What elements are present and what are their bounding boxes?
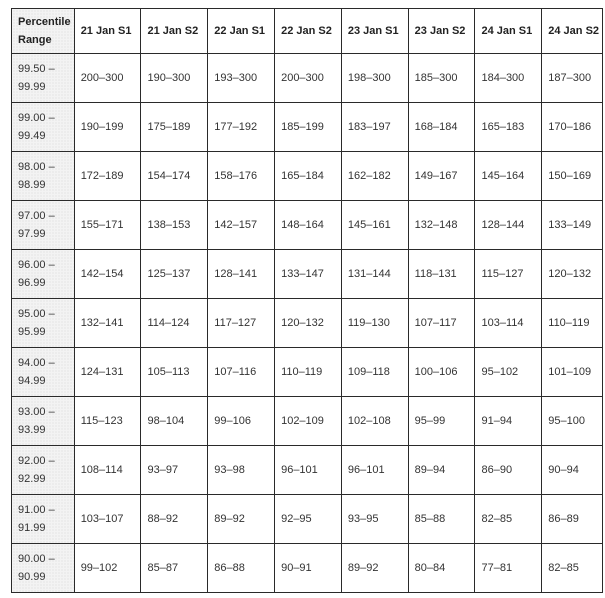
score-range-cell: 93–98: [208, 446, 275, 495]
score-range-cell: 89–94: [408, 446, 475, 495]
score-range-cell: 109–118: [341, 348, 408, 397]
table-row: [12, 495, 603, 544]
table-row: [12, 299, 603, 348]
table-row: [12, 103, 603, 152]
score-range-cell: 92–95: [275, 495, 342, 544]
table-row: [12, 544, 603, 593]
score-range-cell: 177–192: [208, 103, 275, 152]
score-range-cell: 100–106: [408, 348, 475, 397]
header-session: 24 Jan S2: [542, 9, 603, 54]
percentile-range-cell: 91.00 – 91.99: [12, 495, 75, 544]
percentile-range-cell: 95.00 – 95.99: [12, 299, 75, 348]
score-range-cell: 172–189: [74, 152, 141, 201]
score-range-cell: 82–85: [475, 495, 542, 544]
score-range-cell: 150–169: [542, 152, 603, 201]
score-range-cell: 108–114: [74, 446, 141, 495]
score-range-cell: 86–90: [475, 446, 542, 495]
score-range-cell: 185–300: [408, 54, 475, 103]
score-range-cell: 95–100: [542, 397, 603, 446]
header-session: 23 Jan S1: [341, 9, 408, 54]
score-range-cell: 145–164: [475, 152, 542, 201]
score-range-cell: 120–132: [542, 250, 603, 299]
score-range-cell: 95–99: [408, 397, 475, 446]
score-range-cell: 98–104: [141, 397, 208, 446]
score-range-cell: 80–84: [408, 544, 475, 593]
table-row: [12, 446, 603, 495]
score-range-cell: 107–117: [408, 299, 475, 348]
score-range-cell: 90–91: [275, 544, 342, 593]
percentile-range-cell: 98.00 – 98.99: [12, 152, 75, 201]
score-range-cell: 132–148: [408, 201, 475, 250]
table-row: [12, 152, 603, 201]
score-range-cell: 107–116: [208, 348, 275, 397]
score-range-cell: 190–199: [74, 103, 141, 152]
score-range-cell: 114–124: [141, 299, 208, 348]
score-range-cell: 118–131: [408, 250, 475, 299]
table-header: [12, 9, 603, 54]
score-range-cell: 190–300: [141, 54, 208, 103]
score-range-cell: 115–123: [74, 397, 141, 446]
percentile-range-cell: 97.00 – 97.99: [12, 201, 75, 250]
percentile-range-cell: 99.00 – 99.49: [12, 103, 75, 152]
score-range-cell: 131–144: [341, 250, 408, 299]
percentile-range-cell: 99.50 – 99.99: [12, 54, 75, 103]
score-range-cell: 119–130: [341, 299, 408, 348]
score-range-cell: 128–141: [208, 250, 275, 299]
score-range-cell: 88–92: [141, 495, 208, 544]
score-range-cell: 115–127: [475, 250, 542, 299]
score-range-cell: 185–199: [275, 103, 342, 152]
score-range-cell: 142–157: [208, 201, 275, 250]
percentile-table: [11, 8, 603, 593]
score-range-cell: 133–147: [275, 250, 342, 299]
score-range-cell: 138–153: [141, 201, 208, 250]
score-range-cell: 165–184: [275, 152, 342, 201]
header-session: 24 Jan S1: [475, 9, 542, 54]
header-session: 22 Jan S2: [275, 9, 342, 54]
score-range-cell: 170–186: [542, 103, 603, 152]
score-range-cell: 162–182: [341, 152, 408, 201]
score-range-cell: 187–300: [542, 54, 603, 103]
score-range-cell: 96–101: [341, 446, 408, 495]
header-session: 23 Jan S2: [408, 9, 475, 54]
score-range-cell: 125–137: [141, 250, 208, 299]
header-session: 22 Jan S1: [208, 9, 275, 54]
score-range-cell: 120–132: [275, 299, 342, 348]
score-range-cell: 102–108: [341, 397, 408, 446]
score-range-cell: 128–144: [475, 201, 542, 250]
score-range-cell: 91–94: [475, 397, 542, 446]
score-range-cell: 148–164: [275, 201, 342, 250]
header-percentile-range: Percentile Range: [12, 9, 75, 54]
score-range-cell: 154–174: [141, 152, 208, 201]
score-range-cell: 142–154: [74, 250, 141, 299]
score-range-cell: 198–300: [341, 54, 408, 103]
table-row: [12, 54, 603, 103]
score-range-cell: 132–141: [74, 299, 141, 348]
score-range-cell: 93–95: [341, 495, 408, 544]
score-range-cell: 117–127: [208, 299, 275, 348]
table-row: [12, 250, 603, 299]
score-range-cell: 90–94: [542, 446, 603, 495]
score-range-cell: 200–300: [74, 54, 141, 103]
table-body: [12, 54, 603, 593]
score-range-cell: 82–85: [542, 544, 603, 593]
table-row: [12, 201, 603, 250]
score-range-cell: 165–183: [475, 103, 542, 152]
score-range-cell: 175–189: [141, 103, 208, 152]
score-range-cell: 95–102: [475, 348, 542, 397]
score-range-cell: 99–106: [208, 397, 275, 446]
score-range-cell: 168–184: [408, 103, 475, 152]
score-range-cell: 102–109: [275, 397, 342, 446]
score-range-cell: 110–119: [275, 348, 342, 397]
percentile-range-cell: 90.00 – 90.99: [12, 544, 75, 593]
score-range-cell: 200–300: [275, 54, 342, 103]
score-range-cell: 86–89: [542, 495, 603, 544]
score-range-cell: 193–300: [208, 54, 275, 103]
score-range-cell: 89–92: [341, 544, 408, 593]
score-range-cell: 103–114: [475, 299, 542, 348]
score-range-cell: 184–300: [475, 54, 542, 103]
percentile-range-cell: 93.00 – 93.99: [12, 397, 75, 446]
percentile-range-cell: 92.00 – 92.99: [12, 446, 75, 495]
table-row: [12, 397, 603, 446]
score-range-cell: 105–113: [141, 348, 208, 397]
score-range-cell: 183–197: [341, 103, 408, 152]
score-range-cell: 133–149: [542, 201, 603, 250]
score-range-cell: 86–88: [208, 544, 275, 593]
score-range-cell: 103–107: [74, 495, 141, 544]
score-range-cell: 110–119: [542, 299, 603, 348]
table-row: [12, 348, 603, 397]
score-range-cell: 99–102: [74, 544, 141, 593]
score-range-cell: 77–81: [475, 544, 542, 593]
score-range-cell: 145–161: [341, 201, 408, 250]
score-range-cell: 149–167: [408, 152, 475, 201]
header-session: 21 Jan S1: [74, 9, 141, 54]
score-range-cell: 158–176: [208, 152, 275, 201]
score-range-cell: 96–101: [275, 446, 342, 495]
score-range-cell: 93–97: [141, 446, 208, 495]
score-range-cell: 85–88: [408, 495, 475, 544]
score-range-cell: 85–87: [141, 544, 208, 593]
percentile-range-cell: 96.00 – 96.99: [12, 250, 75, 299]
score-range-cell: 155–171: [74, 201, 141, 250]
score-range-cell: 124–131: [74, 348, 141, 397]
header-row: [12, 9, 603, 54]
score-range-cell: 101–109: [542, 348, 603, 397]
score-range-cell: 89–92: [208, 495, 275, 544]
percentile-range-cell: 94.00 – 94.99: [12, 348, 75, 397]
header-session: 21 Jan S2: [141, 9, 208, 54]
